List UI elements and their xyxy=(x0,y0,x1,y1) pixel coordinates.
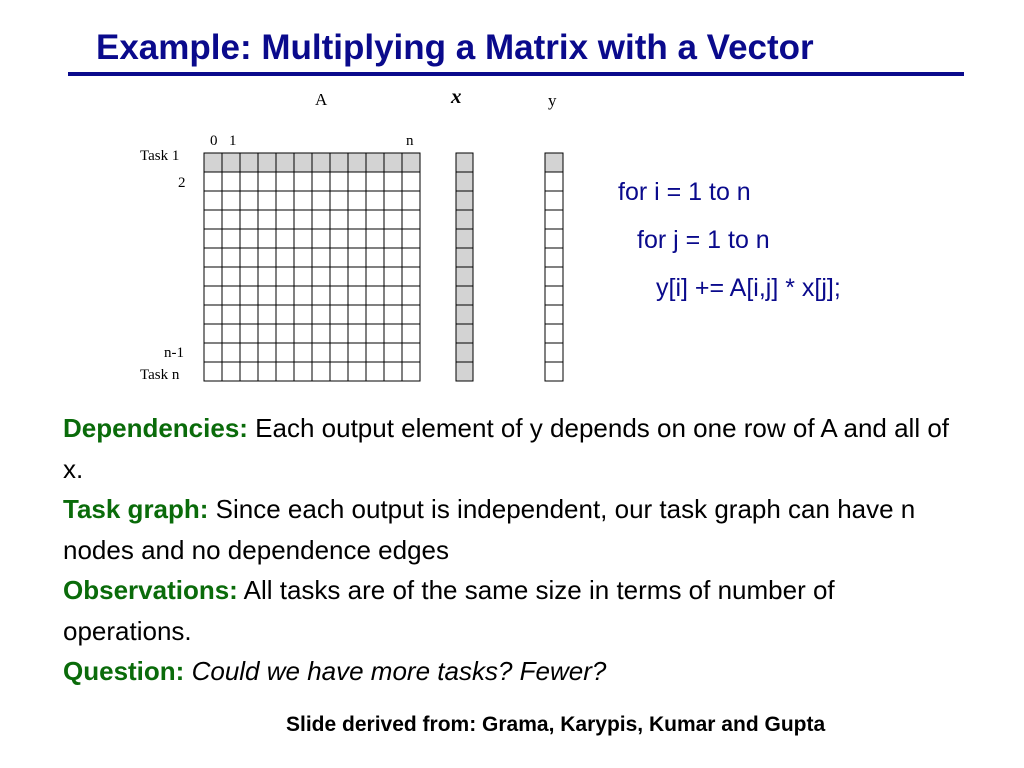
matrix-cell xyxy=(204,324,222,343)
matrix-cell xyxy=(204,362,222,381)
matrix-cell xyxy=(294,267,312,286)
vector-x-cell xyxy=(456,286,473,305)
matrix-cell xyxy=(348,153,366,172)
matrix-cell xyxy=(348,267,366,286)
matrix-cell xyxy=(222,172,240,191)
matrix-cell xyxy=(366,191,384,210)
matrix-cell xyxy=(294,362,312,381)
matrix-cell xyxy=(240,210,258,229)
matrix-cell xyxy=(276,210,294,229)
matrix-cell xyxy=(330,324,348,343)
matrix-cell xyxy=(276,191,294,210)
matrix-cell xyxy=(294,324,312,343)
code-line-3: y[i] += A[i,j] * x[j]; xyxy=(656,274,841,302)
matrix-cell xyxy=(402,172,420,191)
matrix-cell xyxy=(258,153,276,172)
matrix-cell xyxy=(384,305,402,324)
matrix-cell xyxy=(366,267,384,286)
matrix-cell xyxy=(276,229,294,248)
matrix-cell xyxy=(276,286,294,305)
matrix-cell xyxy=(276,248,294,267)
matrix-cell xyxy=(366,305,384,324)
matrix-cell xyxy=(384,267,402,286)
matrix-cell xyxy=(312,172,330,191)
dependencies-text: Each output element of y depends on one row of A and all of x. xyxy=(63,413,950,484)
matrix-cell xyxy=(258,248,276,267)
matrix-cell xyxy=(222,267,240,286)
code-line-2: for j = 1 to n xyxy=(637,226,770,254)
row-label-n-1: n-1 xyxy=(164,345,184,361)
matrix-cell xyxy=(222,210,240,229)
matrix-cell xyxy=(348,210,366,229)
col-label-1: 1 xyxy=(229,133,237,149)
matrix-cell xyxy=(204,153,222,172)
matrix-cell xyxy=(222,343,240,362)
matrix-cell xyxy=(330,267,348,286)
matrix-cell xyxy=(240,286,258,305)
matrix-cell xyxy=(348,362,366,381)
matrix-cell xyxy=(240,267,258,286)
matrix-cell xyxy=(204,172,222,191)
vector-y-cell xyxy=(545,305,563,324)
matrix-cell xyxy=(330,362,348,381)
matrix-cell xyxy=(366,210,384,229)
matrix-cell xyxy=(240,305,258,324)
matrix-cell xyxy=(204,305,222,324)
matrix-cell xyxy=(258,191,276,210)
matrix-cell xyxy=(222,362,240,381)
matrix-cell xyxy=(330,343,348,362)
matrix-cell xyxy=(204,343,222,362)
vector-y-cell xyxy=(545,191,563,210)
slide-title: Example: Multiplying a Matrix with a Vector xyxy=(96,28,814,67)
notes-paragraph xyxy=(63,408,963,692)
matrix-cell xyxy=(402,305,420,324)
matrix-cell xyxy=(330,172,348,191)
col-label-n: n xyxy=(406,133,414,149)
matrix-cell xyxy=(366,172,384,191)
matrix-cell xyxy=(258,305,276,324)
vector-y-column xyxy=(545,153,563,381)
matrix-cell xyxy=(258,343,276,362)
matrix-cell xyxy=(384,362,402,381)
matrix-cell xyxy=(240,153,258,172)
matrix-cell xyxy=(312,248,330,267)
matrix-cell xyxy=(294,248,312,267)
matrix-cell xyxy=(384,210,402,229)
matrix-cell xyxy=(258,362,276,381)
matrix-cell xyxy=(366,153,384,172)
vector-x-cell xyxy=(456,191,473,210)
matrix-cell xyxy=(276,362,294,381)
matrix-cell xyxy=(276,305,294,324)
matrix-cell xyxy=(312,343,330,362)
matrix-cell xyxy=(240,248,258,267)
matrix-cell xyxy=(348,324,366,343)
matrix-cell xyxy=(330,210,348,229)
vector-x-cell xyxy=(456,267,473,286)
vector-y-cell xyxy=(545,286,563,305)
matrix-cell xyxy=(384,286,402,305)
matrix-cell xyxy=(276,324,294,343)
vector-y-cell xyxy=(545,362,563,381)
matrix-cell xyxy=(366,343,384,362)
vector-y-cell xyxy=(545,267,563,286)
matrix-cell xyxy=(294,153,312,172)
dependencies-label: Dependencies: xyxy=(63,413,248,443)
matrix-cell xyxy=(402,267,420,286)
vector-y-cell xyxy=(545,172,563,191)
matrix-cell xyxy=(330,248,348,267)
matrix-cell xyxy=(204,248,222,267)
matrix-cell xyxy=(348,172,366,191)
matrix-cell xyxy=(204,210,222,229)
matrix-cell xyxy=(402,362,420,381)
matrix-cell xyxy=(258,324,276,343)
matrix-cell xyxy=(384,229,402,248)
vector-y-cell xyxy=(545,153,563,172)
matrix-cell xyxy=(276,172,294,191)
matrix-cell xyxy=(384,153,402,172)
vector-y-label: y xyxy=(548,91,557,110)
matrix-cell xyxy=(366,286,384,305)
matrix-cell xyxy=(258,172,276,191)
matrix-cell xyxy=(348,286,366,305)
vector-y-cell xyxy=(545,229,563,248)
vector-x-cell xyxy=(456,324,473,343)
matrix-cell xyxy=(294,191,312,210)
vector-x-cell xyxy=(456,343,473,362)
matrix-cell xyxy=(204,286,222,305)
matrix-cell xyxy=(258,229,276,248)
matrix-cell xyxy=(294,229,312,248)
matrix-cell xyxy=(294,210,312,229)
code-line-1: for i = 1 to n xyxy=(618,178,751,206)
matrix-cell xyxy=(294,172,312,191)
matrix-cell xyxy=(348,248,366,267)
matrix-cell xyxy=(402,343,420,362)
matrix-cell xyxy=(276,153,294,172)
col-label-0: 0 xyxy=(210,133,218,149)
matrix-cell xyxy=(312,153,330,172)
observations-text: All tasks are of the same size in terms of number of operations. xyxy=(63,575,835,646)
matrix-cell xyxy=(240,229,258,248)
matrix-a-grid xyxy=(204,153,420,381)
vector-y-cell xyxy=(545,343,563,362)
matrix-cell xyxy=(384,343,402,362)
vector-y-cell xyxy=(545,248,563,267)
matrix-cell xyxy=(330,229,348,248)
matrix-cell xyxy=(348,191,366,210)
matrix-cell xyxy=(366,362,384,381)
vector-x-cell xyxy=(456,305,473,324)
matrix-cell xyxy=(402,286,420,305)
matrix-cell xyxy=(258,286,276,305)
vector-x-cell xyxy=(456,248,473,267)
vector-y-cell xyxy=(545,324,563,343)
vector-x-cell xyxy=(456,172,473,191)
matrix-cell xyxy=(312,305,330,324)
matrix-cell xyxy=(330,286,348,305)
matrix-cell xyxy=(204,267,222,286)
task-graph-text: Since each output is independent, our task graph can have n nodes and no dependence edges xyxy=(63,494,916,565)
matrix-cell xyxy=(366,248,384,267)
matrix-cell xyxy=(222,305,240,324)
question-label: Question: xyxy=(63,656,185,686)
matrix-cell xyxy=(294,286,312,305)
vector-x-label: x xyxy=(451,84,462,108)
matrix-cell xyxy=(330,153,348,172)
matrix-cell xyxy=(384,248,402,267)
matrix-cell xyxy=(312,191,330,210)
matrix-cell xyxy=(330,305,348,324)
matrix-cell xyxy=(384,324,402,343)
row-label-task-1: Task 1 xyxy=(140,148,180,164)
matrix-a-label: A xyxy=(315,90,328,109)
matrix-cell xyxy=(240,343,258,362)
vector-x-cell xyxy=(456,362,473,381)
matrix-cell xyxy=(258,267,276,286)
matrix-cell xyxy=(402,248,420,267)
question-text: Could we have more tasks? Fewer? xyxy=(191,656,607,686)
matrix-cell xyxy=(222,191,240,210)
matrix-cell xyxy=(222,324,240,343)
matrix-cell xyxy=(402,229,420,248)
matrix-cell xyxy=(402,324,420,343)
matrix-cell xyxy=(222,153,240,172)
matrix-cell xyxy=(276,343,294,362)
matrix-cell xyxy=(240,191,258,210)
matrix-cell xyxy=(348,343,366,362)
matrix-cell xyxy=(222,229,240,248)
observations-label: Observations: xyxy=(63,575,238,605)
vector-x-column xyxy=(456,153,473,381)
matrix-cell xyxy=(312,362,330,381)
matrix-cell xyxy=(312,267,330,286)
vector-x-cell xyxy=(456,153,473,172)
matrix-cell xyxy=(204,191,222,210)
matrix-cell xyxy=(348,305,366,324)
matrix-cell xyxy=(312,324,330,343)
matrix-cell xyxy=(294,343,312,362)
slide-credit: Slide derived from: Grama, Karypis, Kumar and Gupta xyxy=(286,713,826,736)
matrix-cell xyxy=(402,210,420,229)
matrix-cell xyxy=(258,210,276,229)
matrix-cell xyxy=(384,172,402,191)
matrix-cell xyxy=(312,286,330,305)
row-label-2: 2 xyxy=(178,175,186,191)
row-label-task-n: Task n xyxy=(140,367,180,383)
matrix-cell xyxy=(402,153,420,172)
vector-x-cell xyxy=(456,210,473,229)
matrix-cell xyxy=(204,229,222,248)
matrix-cell xyxy=(240,324,258,343)
matrix-cell xyxy=(384,191,402,210)
matrix-cell xyxy=(222,248,240,267)
matrix-cell xyxy=(330,191,348,210)
matrix-cell xyxy=(366,324,384,343)
matrix-cell xyxy=(348,229,366,248)
matrix-cell xyxy=(312,229,330,248)
matrix-cell xyxy=(294,305,312,324)
matrix-cell xyxy=(276,267,294,286)
matrix-cell xyxy=(312,210,330,229)
matrix-cell xyxy=(222,286,240,305)
matrix-cell xyxy=(366,229,384,248)
task-graph-label: Task graph: xyxy=(63,494,209,524)
vector-x-cell xyxy=(456,229,473,248)
matrix-cell xyxy=(240,172,258,191)
vector-y-cell xyxy=(545,210,563,229)
matrix-cell xyxy=(240,362,258,381)
matrix-cell xyxy=(402,191,420,210)
